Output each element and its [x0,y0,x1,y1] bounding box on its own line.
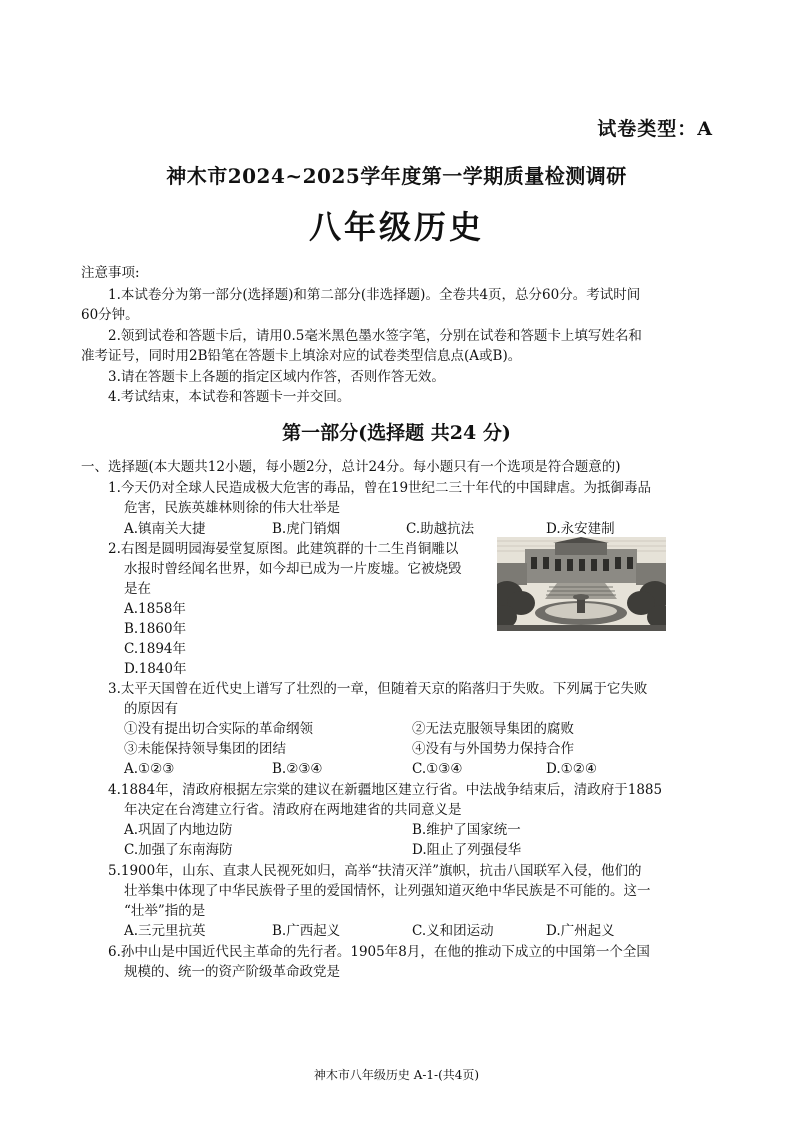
note-1-line-2: 60分钟。 [81,307,139,323]
q4-option-d: D.阻止了列强侵华 [412,842,522,858]
q5-stem-line-3: “壮举”指的是 [124,903,206,919]
q1-option-c: C.助越抗法 [406,521,475,537]
q4-option-c: C.加强了东南海防 [124,842,233,858]
q2-option-c: C.1894年 [124,641,186,657]
q2-stem-line-1: 2.右图是圆明园海晏堂复原图。此建筑群的十二生肖铜雕以 [108,541,459,557]
q6-stem-line-2: 规模的、统一的资产阶级革命政党是 [124,964,340,980]
q3-option-b: B.②③④ [272,761,323,777]
q1-option-b: B.虎门销烟 [272,521,341,537]
notes-heading: 注意事项: [81,265,140,281]
subject-title: 八年级历史 [308,208,484,246]
q4-option-a: A.巩固了内地边防 [124,822,233,838]
q1-option-d: D.永安建制 [546,521,615,537]
q2-option-b: B.1860年 [124,621,187,637]
page-footer: 神木市八年级历史 A-1-(共4页) [313,1068,480,1082]
note-2-line-1: 2.领到试卷和答题卡后，请用0.5毫米黑色墨水签字笔，分别在试卷和答题卡上填写姓名和 [108,328,642,344]
q3-option-a: A.①②③ [124,761,175,777]
q5-option-b: B.广西起义 [272,923,341,939]
q5-stem-line-2: 壮举集中体现了中华民族骨子里的爱国情怀，让列强知道灭绝中华民族是不可能的。这一 [124,883,651,899]
q3-statement-3: ③未能保持领导集团的团结 [124,741,286,757]
q1-stem-line-2: 危害，民族英雄林则徐的伟大壮举是 [124,500,340,516]
q5-stem-line-1: 5.1900年，山东、直隶人民视死如归，高举“扶清灭洋”旗帜，抗击八国联军入侵，他们的 [108,863,642,879]
q5-option-a: A.三元里抗英 [124,923,206,939]
q3-statement-4: ④没有与外国势力保持合作 [412,741,574,757]
q2-option-a: A.1858年 [124,601,186,617]
section-instructions: 一、选择题(本大题共12小题，每小题2分，总计24分。每小题只有一个选项是符合题意的) [81,459,621,475]
note-4: 4.考试结束，本试卷和答题卡一并交回。 [108,389,351,405]
exam-main-title: 神木市2024~2025学年度第一学期质量检测调研 [166,164,627,188]
q3-statement-1: ①没有提出切合实际的革命纲领 [124,721,313,737]
q3-statement-2: ②无法克服领导集团的腐败 [412,721,574,737]
q4-stem-line-2: 年决定在台湾建立行省。清政府在两地建省的共同意义是 [124,802,462,818]
note-2-line-2: 准考证号，同时用2B铅笔在答题卡上填涂对应的试卷类型信息点(A或B)。 [81,348,522,364]
q2-stem-line-3: 是在 [124,581,151,597]
q4-stem-line-1: 4.1884年，清政府根据左宗棠的建议在新疆地区建立行省。中法战争结束后，清政府于1885 [108,782,663,798]
note-3: 3.请在答题卡上各题的指定区域内作答，否则作答无效。 [108,369,445,385]
q5-option-d: D.广州起义 [546,923,615,939]
q4-option-b: B.维护了国家统一 [412,822,521,838]
note-1-line-1: 1.本试卷分为第一部分(选择题)和第二部分(非选择题)。全卷共4页，总分60分。考试时间 [108,287,641,303]
q5-option-c: C.义和团运动 [412,923,494,939]
q3-stem-line-2: 的原因有 [124,701,178,717]
section-title: 第一部分(选择题 共24 分) [282,422,511,444]
q1-option-a: A.镇南关大捷 [124,521,206,537]
paper-type-label: 试卷类型：A [597,118,713,140]
haiyantang-drawing [497,537,666,631]
q1-stem-line-1: 1.今天仍对全球人民造成极大危害的毒品，曾在19世纪二三十年代的中国肆虐。为抵御毒品 [108,480,652,496]
q2-option-d: D.1840年 [124,661,187,677]
haiyantang-restoration-image [497,537,666,631]
q6-stem-line-1: 6.孙中山是中国近代民主革命的先行者。1905年8月，在他的推动下成立的中国第一个全国 [108,944,650,960]
q3-stem-line-1: 3.太平天国曾在近代史上谱写了壮烈的一章，但随着天京的陷落归于失败。下列属于它失败 [108,681,648,697]
q3-option-d: D.①②④ [546,761,597,777]
q3-option-c: C.①③④ [412,761,463,777]
q2-stem-line-2: 水报时曾经闻名世界，如今却已成为一片废墟。它被烧毁 [124,561,462,577]
